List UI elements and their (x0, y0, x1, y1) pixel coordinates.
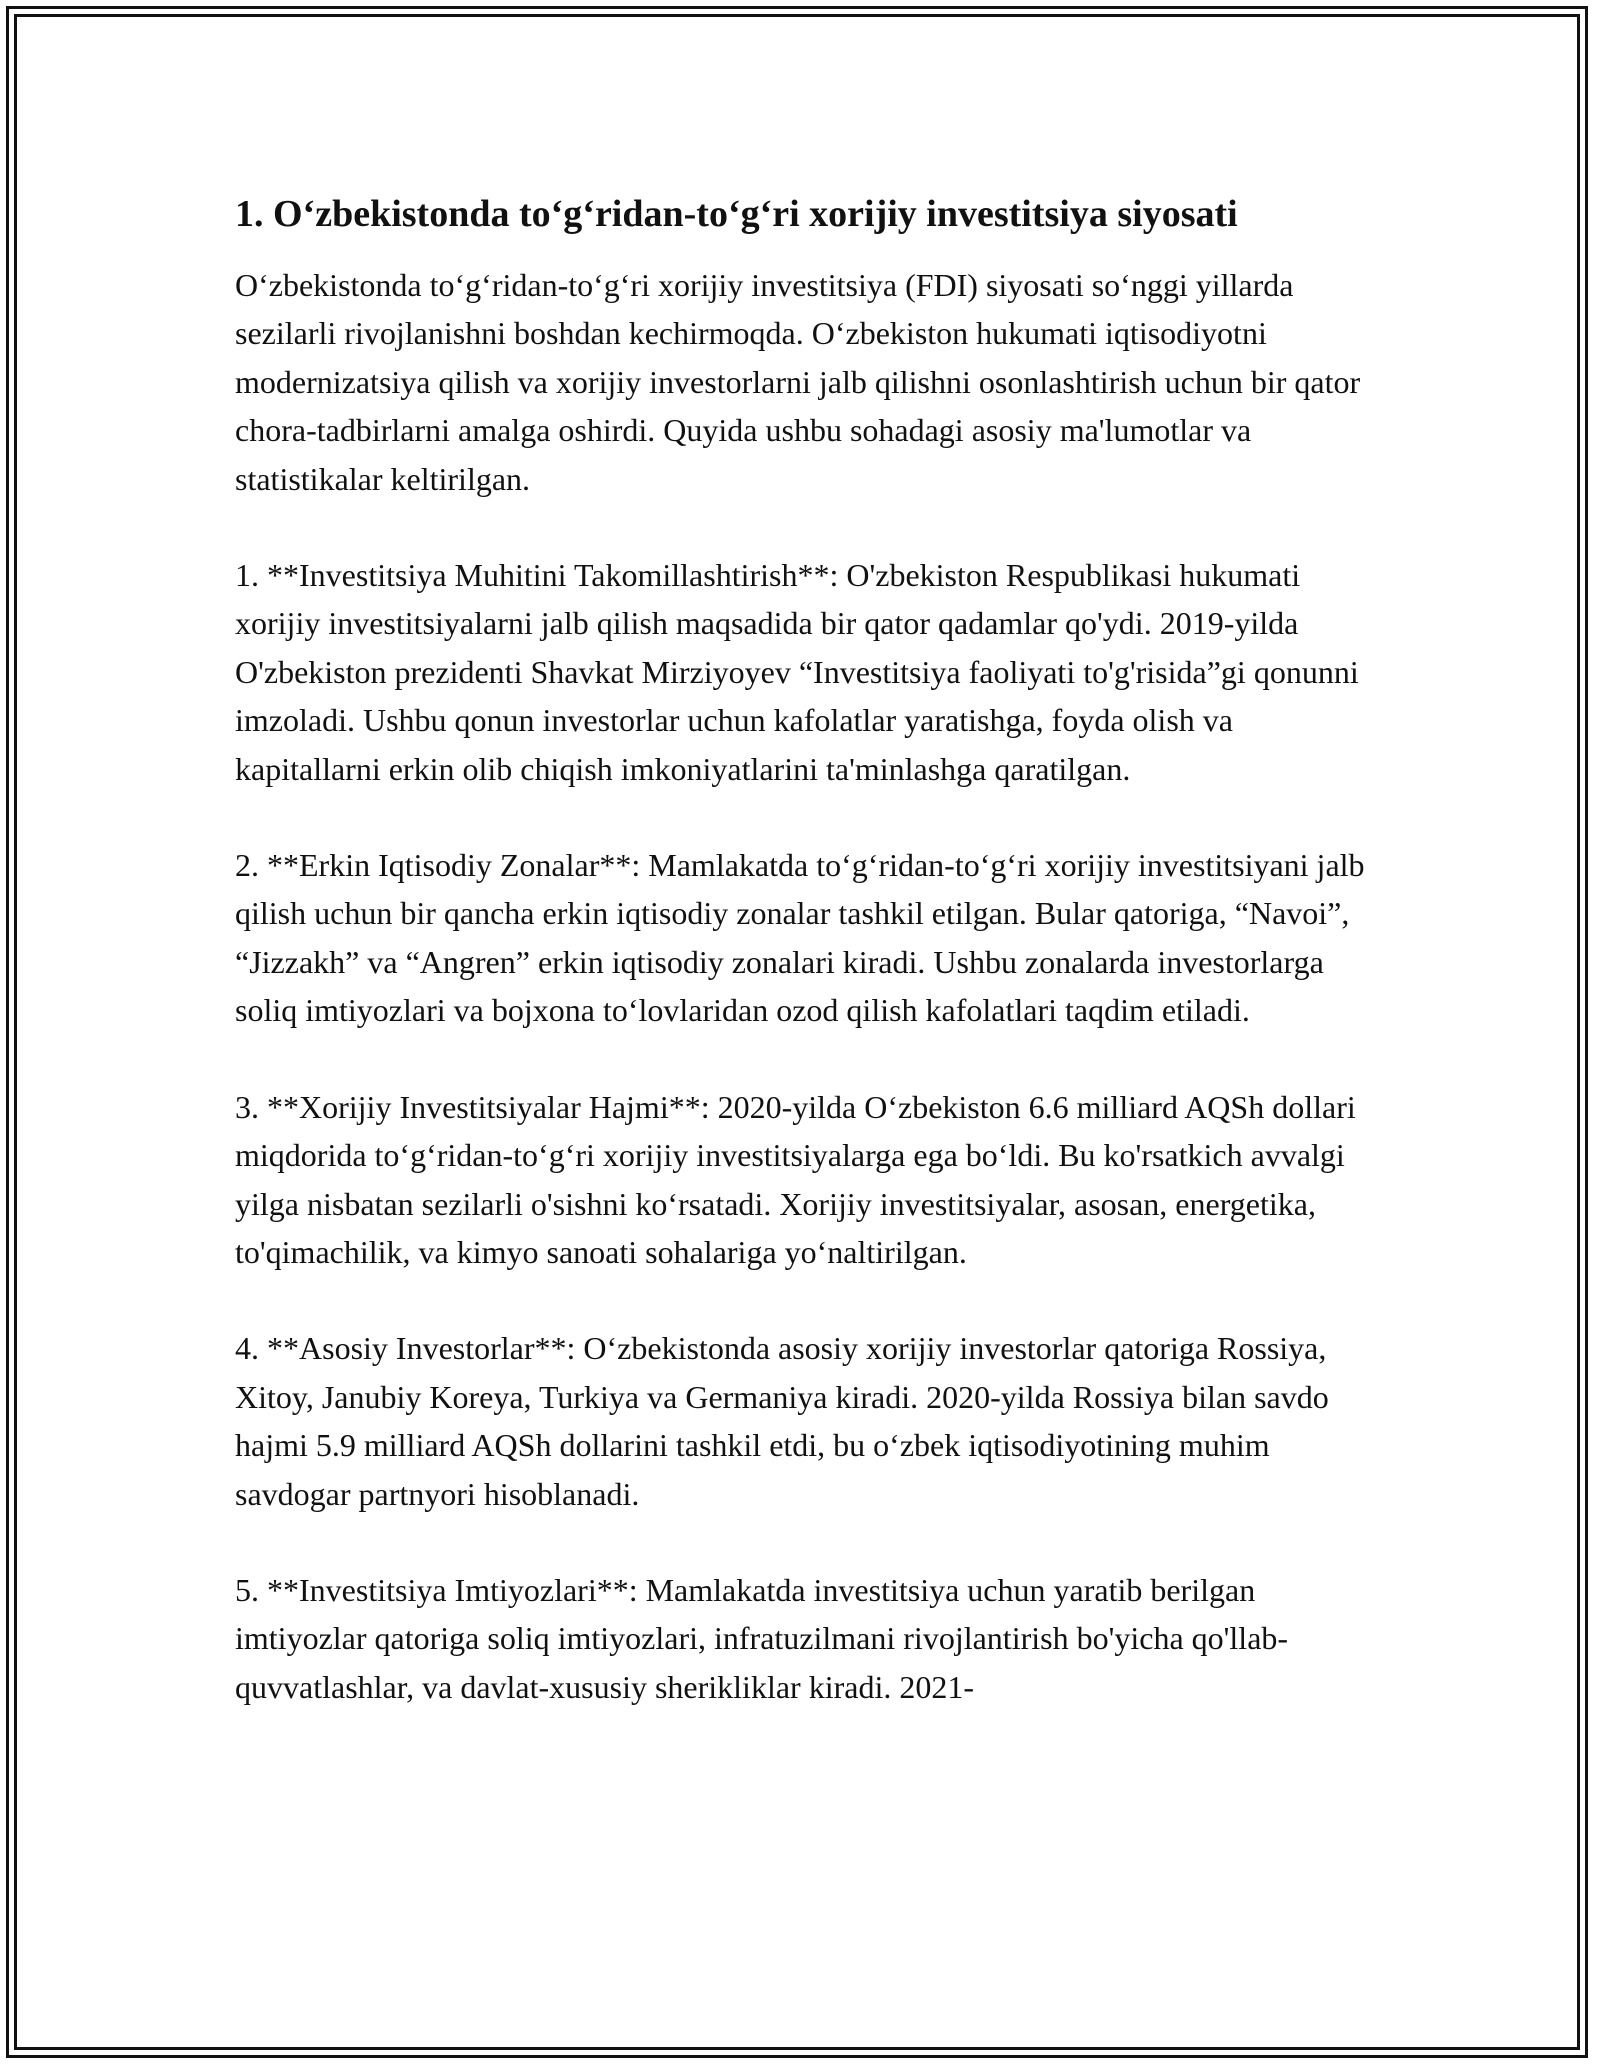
document-title: 1. O‘zbekistonda to‘g‘ridan-to‘g‘ri xorijiy investitsiya siyosati (235, 193, 1238, 235)
paragraph-main-investors: 4. **Asosiy Investorlar**: O‘zbekistonda asosiy xorijiy investorlar qatoriga Rossiya, Xitoy, Janubiy Koreya, Turkiya va Germaniya kiradi. 2020-yilda Rossiya bilan savdo hajmi 5.9 milliard AQSh dollarini tashkil etdi, bu o‘zbek iqtisodiyotining muhim savdogar partnyori hisoblanadi. (235, 1330, 1329, 1512)
paragraph-investment-volume: 3. **Xorijiy Investitsiyalar Hajmi**: 2020-yilda O‘zbekiston 6.6 milliard AQSh dollari miqdorida to‘g‘ridan-to‘g‘ri xorijiy investitsiyalarga ega bo‘ldi. Bu ko'rsatkich avvalgi yilga nisbatan sezilarli o'sishni ko‘rsatadi. Xorijiy investitsiyalar, asosan, energetika, to'qimachilik, va kimyo sanoati sohalariga yo‘naltirilgan. (235, 1088, 1356, 1270)
document-body (235, 188, 1375, 1759)
paragraph-intro: O‘zbekistonda to‘g‘ridan-to‘g‘ri xorijiy investitsiya (FDI) siyosati so‘nggi yillarda sezilarli rivojlanishni boshdan kechirmoqda. O‘zbekiston hukumati iqtisodiyotni modernizatsiya qilish va xorijiy investorlarni jalb qilishni osonlashtirish uchun bir qator chora-tadbirlarni amalga oshirdi. Quyida ushbu sohadagi asosiy ma'lumotlar va statistikalar keltirilgan. (235, 267, 1361, 497)
paragraph-investment-environment: 1. **Investitsiya Muhitini Takomillashtirish**: O'zbekiston Respublikasi hukumati xorijiy investitsiyalarni jalb qilish maqsadida bir qator qadamlar qo'ydi. 2019-yilda O'zbekiston prezidenti Shavkat Mirziyoyev “Investitsiya faoliyati to'g'risida”gi qonunni imzoladi. Ushbu qonun investorlar uchun kafolatlar yaratishga, foyda olish va kapitallarni erkin olib chiqish imkoniyatlarini ta'minlashga qaratilgan. (235, 557, 1359, 787)
paragraph-free-economic-zones: 2. **Erkin Iqtisodiy Zonalar**: Mamlakatda to‘g‘ridan-to‘g‘ri xorijiy investitsiyani jalb qilish uchun bir qancha erkin iqtisodiy zonalar tashkil etilgan. Bular qatoriga, “Navoi”, “Jizzakh” va “Angren” erkin iqtisodiy zonalari kiradi. Ushbu zonalarda investorlarga soliq imtiyozlari va bojxona to‘lovlaridan ozod qilish kafolatlari taqdim etiladi. (235, 847, 1365, 1029)
paragraph-investment-incentives: 5. **Investitsiya Imtiyozlari**: Mamlakatda investitsiya uchun yaratib berilgan imtiyozlar qatoriga soliq imtiyozlari, infratuzilmani rivojlantirish bo'yicha qo'llab-quvvatlashlar, va davlat-xususiy sherikliklar kiradi. 2021- (235, 1571, 1289, 1705)
